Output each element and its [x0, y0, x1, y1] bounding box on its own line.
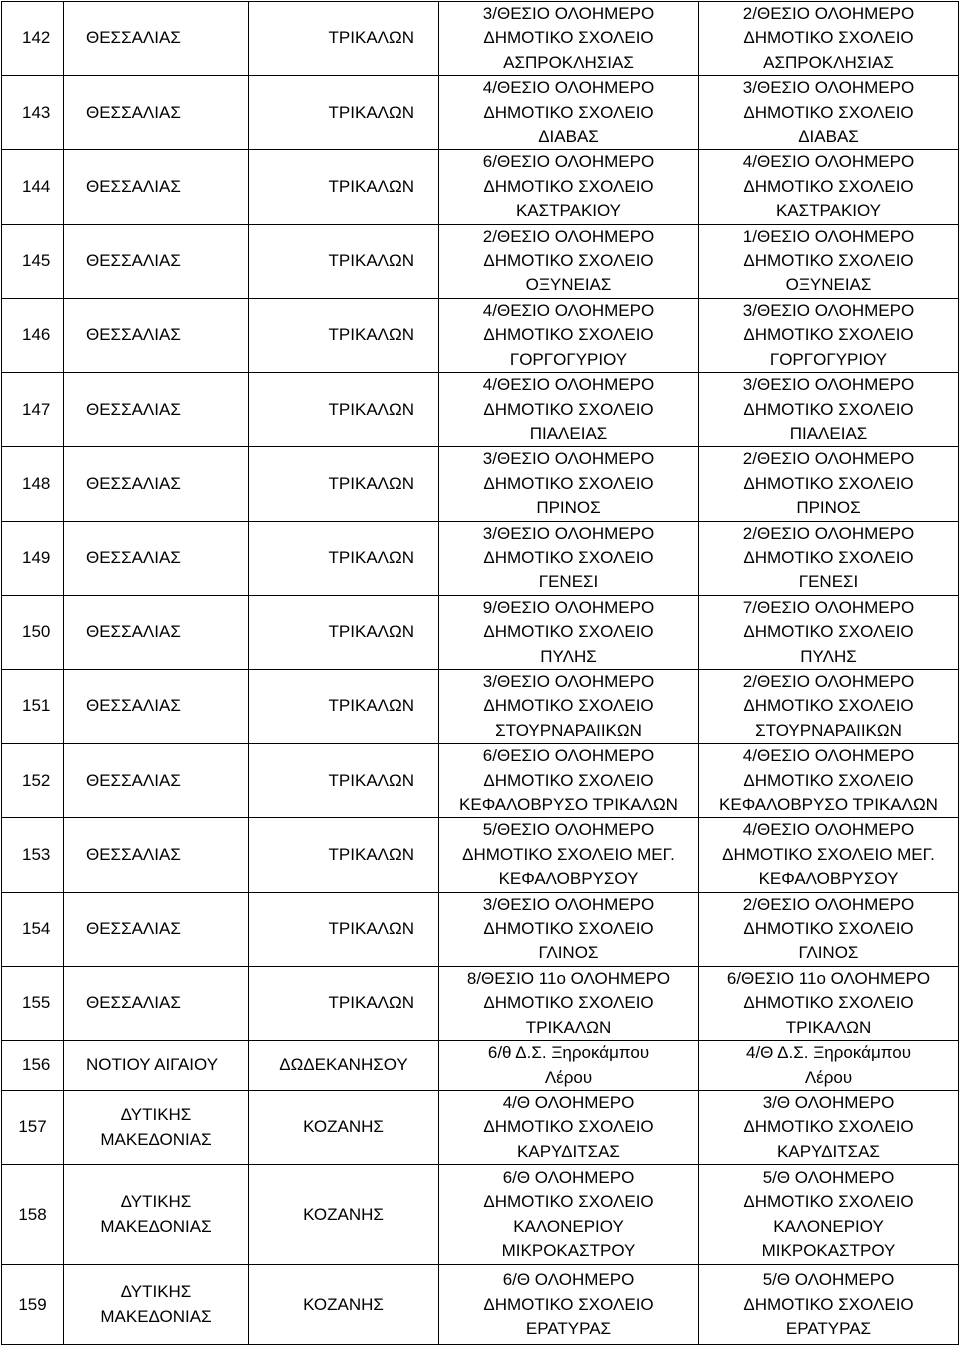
- school-new-cell: 4/Θ Δ.Σ. Ξηροκάμπου Λέρου: [699, 1041, 959, 1091]
- school-new-cell: 4/ΘΕΣΙΟ ΟΛΟΗΜΕΡΟ ΔΗΜΟΤΙΚΟ ΣΧΟΛΕΙΟ ΚΕΦΑΛΟΒΡΥΣΟ ΤΡΙΚΑΛΩΝ: [699, 744, 959, 818]
- prefecture-cell: ΤΡΙΚΑΛΩΝ: [249, 595, 439, 669]
- table-row: [2, 373, 959, 447]
- region-cell: ΘΕΣΣΑΛΙΑΣ: [64, 966, 249, 1040]
- prefecture-cell: ΤΡΙΚΑΛΩΝ: [249, 373, 439, 447]
- region-cell: ΘΕΣΣΑΛΙΑΣ: [64, 744, 249, 818]
- table-row: [2, 2, 959, 76]
- prefecture-cell: ΔΩΔΕΚΑΝΗΣΟΥ: [249, 1041, 439, 1091]
- school-new-cell: 3/ΘΕΣΙΟ ΟΛΟΗΜΕΡΟ ΔΗΜΟΤΙΚΟ ΣΧΟΛΕΙΟ ΔΙΑΒΑΣ: [699, 76, 959, 150]
- school-new-cell: 3/Θ ΟΛΟΗΜΕΡΟ ΔΗΜΟΤΙΚΟ ΣΧΟΛΕΙΟ ΚΑΡΥΔΙΤΣΑΣ: [699, 1091, 959, 1165]
- school-current-cell: 3/ΘΕΣΙΟ ΟΛΟΗΜΕΡΟ ΔΗΜΟΤΙΚΟ ΣΧΟΛΕΙΟ ΓΕΝΕΣΙ: [439, 521, 699, 595]
- school-current-cell: 3/ΘΕΣΙΟ ΟΛΟΗΜΕΡΟ ΔΗΜΟΤΙΚΟ ΣΧΟΛΕΙΟ ΑΣΠΡΟΚΛΗΣΙΑΣ: [439, 2, 699, 76]
- school-current-cell: 9/ΘΕΣΙΟ ΟΛΟΗΜΕΡΟ ΔΗΜΟΤΙΚΟ ΣΧΟΛΕΙΟ ΠΥΛΗΣ: [439, 595, 699, 669]
- prefecture-cell: ΤΡΙΚΑΛΩΝ: [249, 892, 439, 966]
- row-number: 151: [2, 669, 64, 743]
- school-new-cell: 5/Θ ΟΛΟΗΜΕΡΟ ΔΗΜΟΤΙΚΟ ΣΧΟΛΕΙΟ ΚΑΛΟΝΕΡΙΟΥ ΜΙΚΡΟΚΑΣΤΡΟΥ: [699, 1165, 959, 1265]
- table-row: [2, 150, 959, 224]
- school-current-cell: 6/Θ ΟΛΟΗΜΕΡΟ ΔΗΜΟΤΙΚΟ ΣΧΟΛΕΙΟ ΚΑΛΟΝΕΡΙΟΥ ΜΙΚΡΟΚΑΣΤΡΟΥ: [439, 1165, 699, 1265]
- school-current-cell: 4/ΘΕΣΙΟ ΟΛΟΗΜΕΡΟ ΔΗΜΟΤΙΚΟ ΣΧΟΛΕΙΟ ΔΙΑΒΑΣ: [439, 76, 699, 150]
- row-number: 153: [2, 818, 64, 892]
- table-row: [2, 447, 959, 521]
- row-number: 145: [2, 224, 64, 298]
- school-current-cell: 6/θ Δ.Σ. Ξηροκάμπου Λέρου: [439, 1041, 699, 1091]
- school-current-cell: 2/ΘΕΣΙΟ ΟΛΟΗΜΕΡΟ ΔΗΜΟΤΙΚΟ ΣΧΟΛΕΙΟ ΟΞΥΝΕΙΑΣ: [439, 224, 699, 298]
- school-new-cell: 3/ΘΕΣΙΟ ΟΛΟΗΜΕΡΟ ΔΗΜΟΤΙΚΟ ΣΧΟΛΕΙΟ ΓΟΡΓΟΓΥΡΙΟΥ: [699, 298, 959, 372]
- region-cell: ΘΕΣΣΑΛΙΑΣ: [64, 892, 249, 966]
- school-current-cell: 6/Θ ΟΛΟΗΜΕΡΟ ΔΗΜΟΤΙΚΟ ΣΧΟΛΕΙΟ ΕΡΑΤΥΡΑΣ: [439, 1265, 699, 1345]
- school-current-cell: 6/ΘΕΣΙΟ ΟΛΟΗΜΕΡΟ ΔΗΜΟΤΙΚΟ ΣΧΟΛΕΙΟ ΚΕΦΑΛΟΒΡΥΣΟ ΤΡΙΚΑΛΩΝ: [439, 744, 699, 818]
- school-current-cell: 3/ΘΕΣΙΟ ΟΛΟΗΜΕΡΟ ΔΗΜΟΤΙΚΟ ΣΧΟΛΕΙΟ ΣΤΟΥΡΝΑΡΑΙΙΚΩΝ: [439, 669, 699, 743]
- prefecture-cell: ΚΟΖΑΝΗΣ: [249, 1091, 439, 1165]
- region-cell: ΔΥΤΙΚΗΣ ΜΑΚΕΔΟΝΙΑΣ: [64, 1165, 249, 1265]
- prefecture-cell: ΤΡΙΚΑΛΩΝ: [249, 521, 439, 595]
- prefecture-cell: ΤΡΙΚΑΛΩΝ: [249, 818, 439, 892]
- prefecture-cell: ΤΡΙΚΑΛΩΝ: [249, 966, 439, 1040]
- prefecture-cell: ΤΡΙΚΑΛΩΝ: [249, 298, 439, 372]
- school-new-cell: 3/ΘΕΣΙΟ ΟΛΟΗΜΕΡΟ ΔΗΜΟΤΙΚΟ ΣΧΟΛΕΙΟ ΠΙΑΛΕΙΑΣ: [699, 373, 959, 447]
- schools-table-body: [2, 2, 959, 1345]
- row-number: 150: [2, 595, 64, 669]
- region-cell: ΘΕΣΣΑΛΙΑΣ: [64, 298, 249, 372]
- school-new-cell: 5/Θ ΟΛΟΗΜΕΡΟ ΔΗΜΟΤΙΚΟ ΣΧΟΛΕΙΟ ΕΡΑΤΥΡΑΣ: [699, 1265, 959, 1345]
- schools-table: [1, 1, 959, 1345]
- row-number: 156: [2, 1041, 64, 1091]
- table-row: [2, 298, 959, 372]
- table-row: [2, 224, 959, 298]
- region-cell: ΘΕΣΣΑΛΙΑΣ: [64, 76, 249, 150]
- school-new-cell: 7/ΘΕΣΙΟ ΟΛΟΗΜΕΡΟ ΔΗΜΟΤΙΚΟ ΣΧΟΛΕΙΟ ΠΥΛΗΣ: [699, 595, 959, 669]
- table-row: [2, 1091, 959, 1165]
- row-number: 149: [2, 521, 64, 595]
- row-number: 152: [2, 744, 64, 818]
- region-cell: ΘΕΣΣΑΛΙΑΣ: [64, 447, 249, 521]
- school-new-cell: 1/ΘΕΣΙΟ ΟΛΟΗΜΕΡΟ ΔΗΜΟΤΙΚΟ ΣΧΟΛΕΙΟ ΟΞΥΝΕΙΑΣ: [699, 224, 959, 298]
- table-row: [2, 744, 959, 818]
- region-cell: ΝΟΤΙΟΥ ΑΙΓΑΙΟΥ: [64, 1041, 249, 1091]
- prefecture-cell: ΚΟΖΑΝΗΣ: [249, 1265, 439, 1345]
- table-row: [2, 1265, 959, 1345]
- school-current-cell: 4/ΘΕΣΙΟ ΟΛΟΗΜΕΡΟ ΔΗΜΟΤΙΚΟ ΣΧΟΛΕΙΟ ΠΙΑΛΕΙΑΣ: [439, 373, 699, 447]
- row-number: 144: [2, 150, 64, 224]
- school-current-cell: 3/ΘΕΣΙΟ ΟΛΟΗΜΕΡΟ ΔΗΜΟΤΙΚΟ ΣΧΟΛΕΙΟ ΠΡΙΝΟΣ: [439, 447, 699, 521]
- school-new-cell: 4/ΘΕΣΙΟ ΟΛΟΗΜΕΡΟ ΔΗΜΟΤΙΚΟ ΣΧΟΛΕΙΟ ΜΕΓ. ΚΕΦΑΛΟΒΡΥΣΟΥ: [699, 818, 959, 892]
- school-current-cell: 5/ΘΕΣΙΟ ΟΛΟΗΜΕΡΟ ΔΗΜΟΤΙΚΟ ΣΧΟΛΕΙΟ ΜΕΓ. ΚΕΦΑΛΟΒΡΥΣΟΥ: [439, 818, 699, 892]
- school-current-cell: 8/ΘΕΣΙΟ 11ο ΟΛΟΗΜΕΡΟ ΔΗΜΟΤΙΚΟ ΣΧΟΛΕΙΟ ΤΡΙΚΑΛΩΝ: [439, 966, 699, 1040]
- row-number: 143: [2, 76, 64, 150]
- prefecture-cell: ΚΟΖΑΝΗΣ: [249, 1165, 439, 1265]
- row-number: 158: [2, 1165, 64, 1265]
- row-number: 155: [2, 966, 64, 1040]
- table-row: [2, 595, 959, 669]
- table-row: [2, 966, 959, 1040]
- school-current-cell: 4/Θ ΟΛΟΗΜΕΡΟ ΔΗΜΟΤΙΚΟ ΣΧΟΛΕΙΟ ΚΑΡΥΔΙΤΣΑΣ: [439, 1091, 699, 1165]
- region-cell: ΘΕΣΣΑΛΙΑΣ: [64, 2, 249, 76]
- table-row: [2, 1165, 959, 1265]
- prefecture-cell: ΤΡΙΚΑΛΩΝ: [249, 150, 439, 224]
- row-number: 146: [2, 298, 64, 372]
- region-cell: ΘΕΣΣΑΛΙΑΣ: [64, 373, 249, 447]
- row-number: 157: [2, 1091, 64, 1165]
- table-row: [2, 1041, 959, 1091]
- school-new-cell: 4/ΘΕΣΙΟ ΟΛΟΗΜΕΡΟ ΔΗΜΟΤΙΚΟ ΣΧΟΛΕΙΟ ΚΑΣΤΡΑΚΙΟΥ: [699, 150, 959, 224]
- region-cell: ΘΕΣΣΑΛΙΑΣ: [64, 150, 249, 224]
- region-cell: ΔΥΤΙΚΗΣ ΜΑΚΕΔΟΝΙΑΣ: [64, 1091, 249, 1165]
- prefecture-cell: ΤΡΙΚΑΛΩΝ: [249, 224, 439, 298]
- school-new-cell: 2/ΘΕΣΙΟ ΟΛΟΗΜΕΡΟ ΔΗΜΟΤΙΚΟ ΣΧΟΛΕΙΟ ΓΛΙΝΟΣ: [699, 892, 959, 966]
- prefecture-cell: ΤΡΙΚΑΛΩΝ: [249, 76, 439, 150]
- school-new-cell: 2/ΘΕΣΙΟ ΟΛΟΗΜΕΡΟ ΔΗΜΟΤΙΚΟ ΣΧΟΛΕΙΟ ΑΣΠΡΟΚΛΗΣΙΑΣ: [699, 2, 959, 76]
- school-new-cell: 2/ΘΕΣΙΟ ΟΛΟΗΜΕΡΟ ΔΗΜΟΤΙΚΟ ΣΧΟΛΕΙΟ ΓΕΝΕΣΙ: [699, 521, 959, 595]
- school-new-cell: 2/ΘΕΣΙΟ ΟΛΟΗΜΕΡΟ ΔΗΜΟΤΙΚΟ ΣΧΟΛΕΙΟ ΣΤΟΥΡΝΑΡΑΙΙΚΩΝ: [699, 669, 959, 743]
- row-number: 148: [2, 447, 64, 521]
- prefecture-cell: ΤΡΙΚΑΛΩΝ: [249, 2, 439, 76]
- region-cell: ΘΕΣΣΑΛΙΑΣ: [64, 521, 249, 595]
- row-number: 159: [2, 1265, 64, 1345]
- row-number: 142: [2, 2, 64, 76]
- table-row: [2, 892, 959, 966]
- region-cell: ΘΕΣΣΑΛΙΑΣ: [64, 595, 249, 669]
- prefecture-cell: ΤΡΙΚΑΛΩΝ: [249, 744, 439, 818]
- region-cell: ΔΥΤΙΚΗΣ ΜΑΚΕΔΟΝΙΑΣ: [64, 1265, 249, 1345]
- row-number: 147: [2, 373, 64, 447]
- table-row: [2, 76, 959, 150]
- school-new-cell: 6/ΘΕΣΙΟ 11ο ΟΛΟΗΜΕΡΟ ΔΗΜΟΤΙΚΟ ΣΧΟΛΕΙΟ ΤΡΙΚΑΛΩΝ: [699, 966, 959, 1040]
- school-new-cell: 2/ΘΕΣΙΟ ΟΛΟΗΜΕΡΟ ΔΗΜΟΤΙΚΟ ΣΧΟΛΕΙΟ ΠΡΙΝΟΣ: [699, 447, 959, 521]
- table-row: [2, 521, 959, 595]
- table-row: [2, 818, 959, 892]
- table-row: [2, 669, 959, 743]
- region-cell: ΘΕΣΣΑΛΙΑΣ: [64, 669, 249, 743]
- school-current-cell: 6/ΘΕΣΙΟ ΟΛΟΗΜΕΡΟ ΔΗΜΟΤΙΚΟ ΣΧΟΛΕΙΟ ΚΑΣΤΡΑΚΙΟΥ: [439, 150, 699, 224]
- school-current-cell: 3/ΘΕΣΙΟ ΟΛΟΗΜΕΡΟ ΔΗΜΟΤΙΚΟ ΣΧΟΛΕΙΟ ΓΛΙΝΟΣ: [439, 892, 699, 966]
- prefecture-cell: ΤΡΙΚΑΛΩΝ: [249, 447, 439, 521]
- region-cell: ΘΕΣΣΑΛΙΑΣ: [64, 818, 249, 892]
- region-cell: ΘΕΣΣΑΛΙΑΣ: [64, 224, 249, 298]
- school-current-cell: 4/ΘΕΣΙΟ ΟΛΟΗΜΕΡΟ ΔΗΜΟΤΙΚΟ ΣΧΟΛΕΙΟ ΓΟΡΓΟΓΥΡΙΟΥ: [439, 298, 699, 372]
- row-number: 154: [2, 892, 64, 966]
- prefecture-cell: ΤΡΙΚΑΛΩΝ: [249, 669, 439, 743]
